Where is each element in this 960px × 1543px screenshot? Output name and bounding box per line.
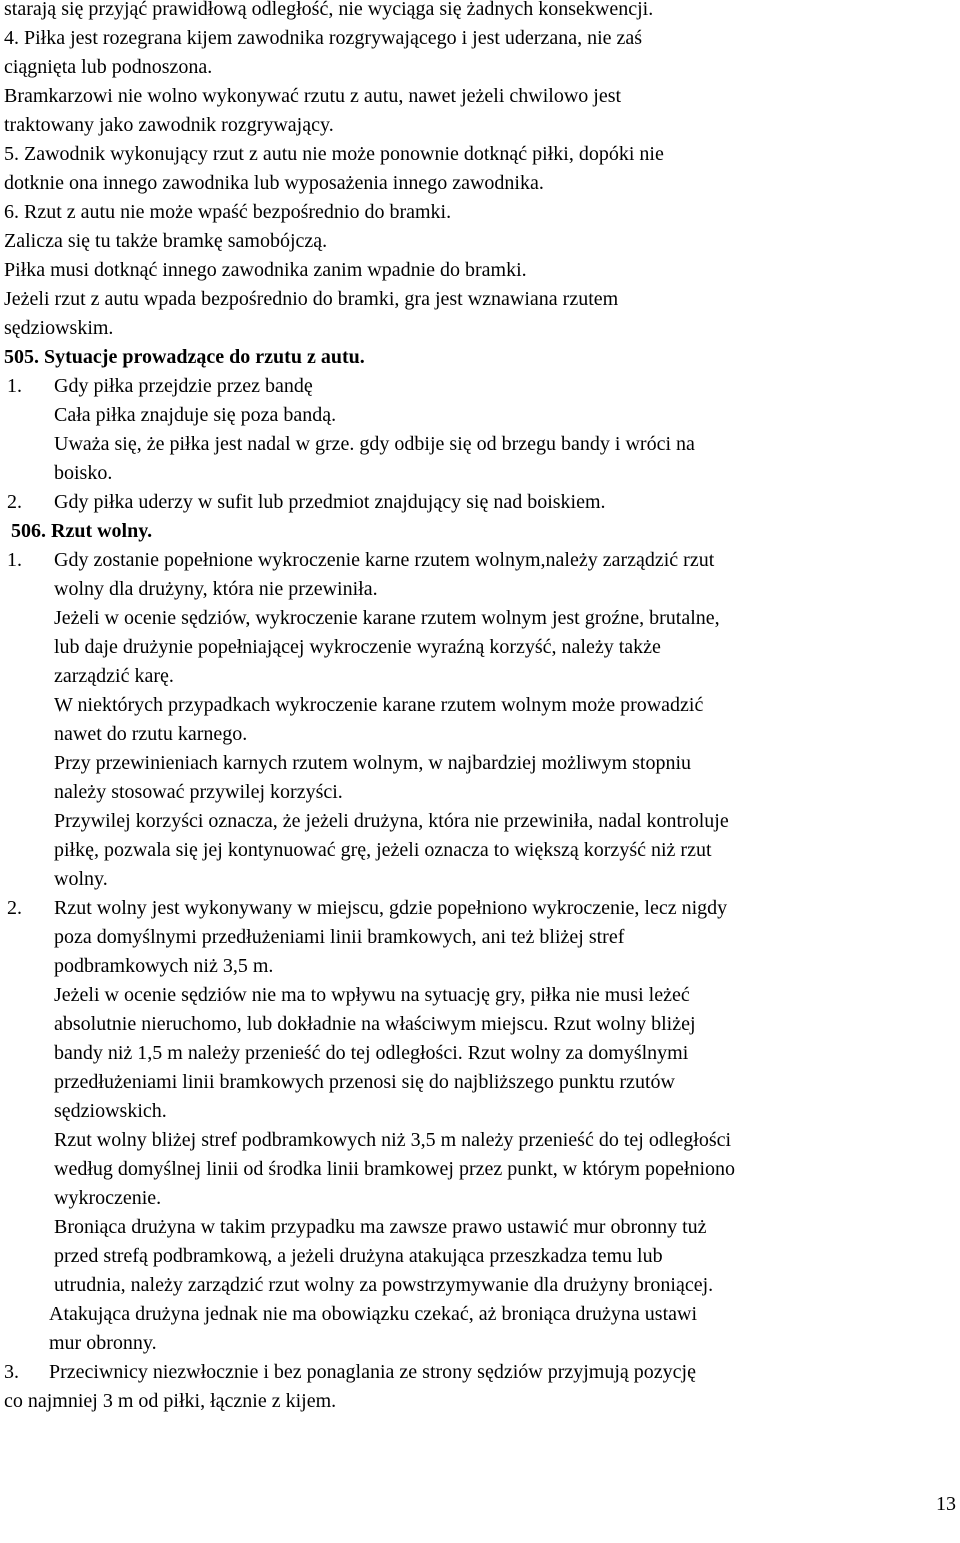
list-item (7, 372, 313, 401)
text-line: wolny dla drużyny, która nie przewiniła. (54, 578, 378, 600)
text-line: wykroczenie. (54, 1187, 162, 1209)
text-line: zarządzić karę. (54, 665, 174, 687)
list-item-text: Gdy piłka uderzy w sufit lub przedmiot znajdujący się nad boiskiem. (54, 491, 606, 513)
list-number: 3. (4, 1361, 19, 1383)
section-heading: 505. Sytuacje prowadzące do rzutu z autu. (4, 346, 365, 368)
list-number: 1. (7, 375, 22, 397)
text-line: piłkę, pozwala się jej kontynuować grę, jeżeli oznacza to większą korzyść niż rzut (54, 839, 712, 861)
text-line: 4. Piłka jest rozegrana kijem zawodnika rozgrywającego i jest uderzana, nie zaś (4, 27, 643, 49)
text-line: W niektórych przypadkach wykroczenie karane rzutem wolnym może prowadzić (54, 694, 704, 716)
text-line: Cała piłka znajduje się poza bandą. (54, 404, 337, 426)
text-line: wolny. (54, 868, 108, 890)
text-line: Broniąca drużyna w takim przypadku ma zawsze prawo ustawić mur obronny tuż (54, 1216, 707, 1238)
list-item-text: Gdy zostanie popełnione wykroczenie karne rzutem wolnym,należy zarządzić rzut (54, 549, 715, 571)
text-line: 5. Zawodnik wykonujący rzut z autu nie może ponownie dotknąć piłki, dopóki nie (4, 143, 664, 165)
text-line: lub daje drużynie popełniającej wykroczenie wyraźną korzyść, należy także (54, 636, 661, 658)
text-line: bandy niż 1,5 m należy przenieść do tej odległości. Rzut wolny za domyślnymi (54, 1042, 689, 1064)
page-number: 13 (936, 1493, 956, 1515)
text-line: przed strefą podbramkową, a jeżeli drużyna atakująca przeszkadza temu lub (54, 1245, 663, 1267)
text-line: Bramkarzowi nie wolno wykonywać rzutu z autu, nawet jeżeli chwilowo jest (4, 85, 622, 107)
text-line: Przywilej korzyści oznacza, że jeżeli drużyna, która nie przewiniła, nadal kontroluje (54, 810, 729, 832)
list-number: 2. (7, 897, 22, 919)
list-item-text: Rzut wolny jest wykonywany w miejscu, gdzie popełniono wykroczenie, lecz nigdy (54, 897, 728, 919)
text-line: sędziowskich. (54, 1100, 167, 1122)
text-line: według domyślnej linii od środka linii bramkowej przez punkt, w którym popełniono (54, 1158, 736, 1180)
text-line: Piłka musi dotknąć innego zawodnika zanim wpadnie do bramki. (4, 259, 527, 281)
text-line: Rzut wolny bliżej stref podbramkowych niż 3,5 m należy przenieść do tej odległości (54, 1129, 732, 1151)
text-line: podbramkowych niż 3,5 m. (54, 955, 274, 977)
list-item (7, 546, 714, 575)
text-line: 6. Rzut z autu nie może wpaść bezpośrednio do bramki. (4, 201, 452, 223)
text-line: mur obronny. (49, 1332, 157, 1354)
section-heading: 506. Rzut wolny. (11, 520, 153, 542)
list-number: 2. (7, 491, 22, 513)
text-line: nawet do rzutu karnego. (54, 723, 248, 745)
list-item (7, 488, 606, 517)
list-item (4, 1358, 696, 1387)
list-item-text: Gdy piłka przejdzie przez bandę (54, 375, 313, 397)
text-line: Zalicza się tu także bramkę samobójczą. (4, 230, 328, 252)
text-line: ciągnięta lub podnoszona. (4, 56, 213, 78)
list-item-text: Przeciwnicy niezwłocznie i bez ponaglania ze strony sędziów przyjmują pozycję (49, 1361, 696, 1383)
text-line: absolutnie nieruchomo, lub dokładnie na właściwym miejscu. Rzut wolny bliżej (54, 1013, 696, 1035)
text-line: sędziowskim. (4, 317, 114, 339)
text-line: Przy przewinieniach karnych rzutem wolnym, w najbardziej możliwym stopniu (54, 752, 692, 774)
text-line: dotknie ona innego zawodnika lub wyposażenia innego zawodnika. (4, 172, 544, 194)
list-item (7, 894, 727, 923)
text-line: traktowany jako zawodnik rozgrywający. (4, 114, 334, 136)
list-number: 1. (7, 549, 22, 571)
text-line: utrudnia, należy zarządzić rzut wolny za powstrzymywanie dla drużyny broniącej. (54, 1274, 714, 1296)
text-line: Jeżeli w ocenie sędziów nie ma to wpływu na sytuację gry, piłka nie musi leżeć (54, 984, 690, 1006)
text-line: przedłużeniami linii bramkowych przenosi się do najbliższego punktu rzutów (54, 1071, 675, 1093)
text-line: Jeżeli w ocenie sędziów, wykroczenie karane rzutem wolnym jest groźne, brutalne, (54, 607, 720, 629)
text-line: poza domyślnymi przedłużeniami linii bramkowych, ani też bliżej stref (54, 926, 625, 948)
text-line: co najmniej 3 m od piłki, łącznie z kijem. (4, 1390, 337, 1412)
text-line: Jeżeli rzut z autu wpada bezpośrednio do bramki, gra jest wznawiana rzutem (4, 288, 619, 310)
text-line: Uważa się, że piłka jest nadal w grze. gdy odbije się od brzegu bandy i wróci na (54, 433, 695, 455)
text-line: Atakująca drużyna jednak nie ma obowiązku czekać, aż broniąca drużyna ustawi (49, 1303, 698, 1325)
text-line: boisko. (54, 462, 113, 484)
text-line: należy stosować przywilej korzyści. (54, 781, 343, 803)
text-line: starają się przyjąć prawidłową odległość, nie wyciąga się żadnych konsekwencji. (4, 0, 654, 20)
